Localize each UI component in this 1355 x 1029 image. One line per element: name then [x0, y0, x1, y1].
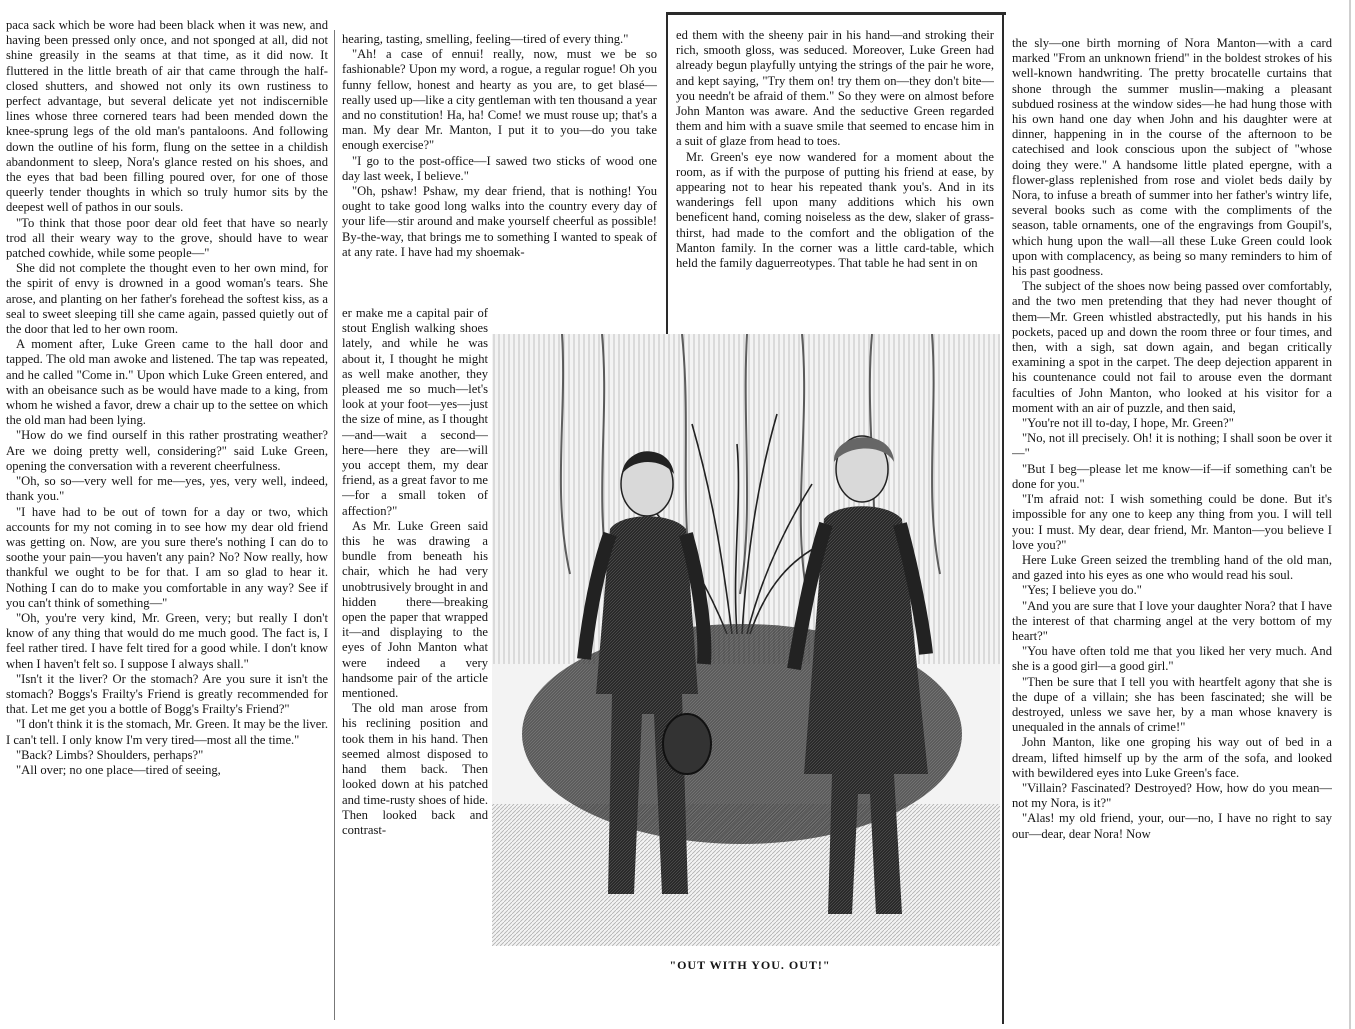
two-men-engraving-icon: [492, 334, 1000, 946]
paragraph: "Ah! a case of ennui! really, now, must we be so fashionable? Upon my word, a rogue, a regular rogue! Oh you funny fellow, honest and hearty as you are, to get blasé—really used up—like a city gentleman with ten thousand a year and no constitution! Ha, ha! Come! we must rouse up; that's a man. My dear Mr. Manton, I put it to you—do you take enough exercise?": [342, 47, 657, 153]
column-rule: [334, 30, 335, 1020]
paragraph: "Yes; I believe you do.": [1022, 583, 1142, 598]
paragraph: The subject of the shoes now being passed over comfortably, and the two men pretending that they had never thought of them—Mr. Green whistled abstractedly, put his hands in his pockets, paced up and down the room three or four times, and then, with a sigh, sat down again, and began critically examining a spot in the carpet. The deep dejection apparent in his countenance could not fail to arouse even the dormant faculties of John Manton, who looked at his visitor for a moment with an air of puzzle, and then said,: [1012, 279, 1332, 415]
text-column-2-narrow: [342, 306, 488, 978]
paragraph: "Oh, you're very kind, Mr. Green, very; but really I don't know of any thing that would do me much good. The fact is, I feel rather tired. I have felt tired for a good while. I don't know when I haven't felt so. I suppose I always shall.": [6, 610, 328, 671]
paragraph: "Oh, so so—very well for me—yes, yes, very well, indeed, thank you.": [6, 474, 328, 504]
text-column-4: [1012, 36, 1332, 1023]
paragraph: "How do we find ourself in this rather prostrating weather? Are we doing pretty well, considering?" said Luke Green, opening the conversation with a reverent cheerfulness.: [6, 428, 328, 473]
column-rule-top: [666, 12, 1006, 15]
paragraph: paca sack which be wore had been black when it was new, and having been pressed only once, and not sponged at all, did not shine greasily in the seams at that time, as it did now. It fluttered in the little breath of air that came through the half-closed shutters, and showed not only its own rustiness to perfect advantage, but several delicate yet not indiscernible lines whose three cornered tears had been mended down the knee-sprung legs of the old man's pantaloons. And following down the outline of his form, flung on the settee in a childish abandonment to sleep, Nora's glance rested on his shoes, and the eyes that bad been filling poured over, for one of those queerly tender thoughts in which so truly humor sits by the deepest well of pathos in our souls.: [6, 18, 328, 215]
paragraph: "No, not ill precisely. Oh! it is nothing; I shall soon be over it—": [1012, 431, 1332, 461]
paragraph: "I go to the post-office—I sawed two sticks of wood one day last week, I believe.": [342, 153, 657, 183]
paragraph: Mr. Green's eye now wandered for a moment about the room, as if with the purpose of putting his friend at ease, by appearing not to hear his repeated thank you's. And in its wanderings fell upon many additions which his own beneficent hand, coming noiseless as the dew, slaker of grass-thirst, had made to the comfort and the obligation of the Manton family. In the corner was a little card-table, which held the family daguerreotypes. That table he had sent in on: [676, 149, 994, 271]
paragraph: "Villain? Fascinated? Destroyed? How, how do you mean—not my Nora, is it?": [1012, 780, 1332, 811]
paragraph: "To think that those poor dear old feet that have so nearly trod all their weary way to the grove, should have to wear patched cowhide, while some people—": [6, 215, 328, 261]
illustration-caption: "OUT WITH YOU. OUT!": [669, 958, 831, 972]
paragraph: The old man arose from his reclining position and took them in his hand. Then seemed almost disposed to hand them back. Then looked down at his patched and time-rusty shoes of hide. Then looked back and contrast-: [342, 701, 488, 837]
engraving-illustration: [492, 334, 1000, 946]
page-edge: [1349, 0, 1351, 1029]
paragraph: "All over; no one place—tired of seeing,: [16, 762, 221, 777]
text-column-2: [342, 32, 657, 314]
paragraph: "Then be sure that I tell you with heartfelt agony that she is the dupe of a villain; she has been fascinated; she will be destroyed, unless we save her, by a man whose knavery is unequaled in the annals of crime!": [1012, 674, 1332, 735]
paragraph: A moment after, Luke Green came to the hall door and tapped. The old man awoke and listened. The tap was repeated, and he called "Come in." Upon which Luke Green entered, and with an obeisance such as be would have made to a king, from whom he wished a favor, drew a chair up to the settee on which the old man had been lying.: [6, 337, 328, 428]
paragraph: "And you are sure that I love your daughter Nora? that I have the interest of that charming angel at the very bottom of my heart?": [1012, 598, 1332, 643]
paragraph: Here Luke Green seized the trembling hand of the old man, and gazed into his eyes as one who would read his soul.: [1012, 552, 1332, 583]
paragraph: "Isn't it the liver? Or the stomach? Are you sure it isn't the stomach? Boggs's Frailty's Friend is greatly recommended for that. Let me get you a bottle of Bogg's Frailty's Friend?": [6, 671, 328, 717]
paragraph: er make me a capital pair of stout English walking shoes lately, and while he was about it, I thought he might as well make another, they pleased me so much—let's look at your foot—yes—just the size of mine, as I thought—and—wait a second—here—here they are—will you accept them, my dear friend, as a great favor to me—for a small token of affection?": [342, 306, 488, 518]
paragraph: the sly—one birth morning of Nora Manton—with a card marked "From an unknown friend" in the boldest strokes of his well-known handwriting. The pretty brocatelle curtains that shone through the summer muslin—making a pleasant subdued rosiness at the window sides—he had hung those with his own hand one day when John and his daughter were at dinner, happening in in the course of the afternoon to be catechised and look conscious upon the subject of "whose doing they were." A handsome little plated epergne, with a flower-glass replenished from rose and violet beds daily by Nora, to infuse a breath of summer into her father's wintry life, several books such as come with the compliments of the season, table ornaments, one of the engravings from Goupil's, which hung upon the wall—all these Luke Green could look upon with complacency, as being so many reminders to him of his past goodness.: [1012, 36, 1332, 279]
paragraph: "I don't think it is the stomach, Mr. Green. It may be the liver. I can't tell. I only know I'm very tired—most all the time.": [6, 717, 328, 747]
text-column-1: [6, 18, 328, 1023]
paragraph: ed them with the sheeny pair in his hand—and stroking their rich, smooth gloss, was seduced. Moreover, Luke Green had already begun playfully untying the strings of the pair he wore, and kept saying, "Try them on! try them on—they don't bite—you needn't be afraid of them." So they were on almost before John Manton was aware. And the seductive Green regarded them and him with a suave smile that seemed to encase him in a suit of glaze from head to toes.: [676, 28, 994, 149]
paragraph: John Manton, like one groping his way out of bed in a dream, lifted himself up by the arm of the sofa, and looked with bewildered eyes into Luke Green's face.: [1012, 735, 1332, 780]
paragraph: "Oh, pshaw! Pshaw, my dear friend, that is nothing! You ought to take good long walks into the country every day of your life—stir around and make yourself cheerful as possible! By-the-way, that brings me to something I wanted to speak of at any rate. I have had my shoemak-: [342, 184, 657, 259]
paragraph: As Mr. Luke Green said this he was drawing a bundle from beneath his chair, which he had very unobtrusively brought in and hidden there—breaking open the paper that wrapped it—and displaying to the eyes of John Manton what were indeed a very handsome pair of the article mentioned.: [342, 518, 488, 701]
paragraph: "I'm afraid not: I wish something could be done. But it's impossible for any one to keep any thing from you. I will tell you: I must. My dear, dear friend, Mr. Manton—you believe I love you?": [1012, 492, 1332, 552]
paragraph: hearing, tasting, smelling, feeling—tired of every thing.": [342, 32, 629, 46]
paragraph: "Back? Limbs? Shoulders, perhaps?": [16, 747, 204, 762]
text-column-3: [676, 28, 994, 333]
paragraph: "But I beg—please let me know—if—if something can't be done for you.": [1012, 461, 1332, 491]
column-rule: [1002, 14, 1004, 1024]
paragraph: "I have had to be out of town for a day or two, which accounts for my not coming in to see how my dear old friend was getting on. Now, are you sure there's nothing I can do to soothe your pain—you haven't any pain? No? Now really, how thankful we ought to be for that. I am so glad to hear it. Nothing I can do to make you comfortable in any way? See if you can't think of something—": [6, 504, 328, 610]
column-rule: [666, 14, 668, 336]
paragraph: "You have often told me that you liked her very much. And she is a good girl—a good girl.": [1012, 644, 1332, 674]
paragraph: "You're not ill to-day, I hope, Mr. Green?": [1022, 416, 1234, 431]
paragraph: "Alas! my old friend, your, our—no, I have no right to say our—dear, dear Nora! Now: [1012, 811, 1332, 841]
paragraph: She did not complete the thought even to her own mind, for the spirit of envy is drowned in a good woman's tears. She arose, and planting on her father's forehead the softest kiss, as a seal to sweet sleeping till she came again, passed quietly out of the door that led to her own room.: [6, 261, 328, 337]
